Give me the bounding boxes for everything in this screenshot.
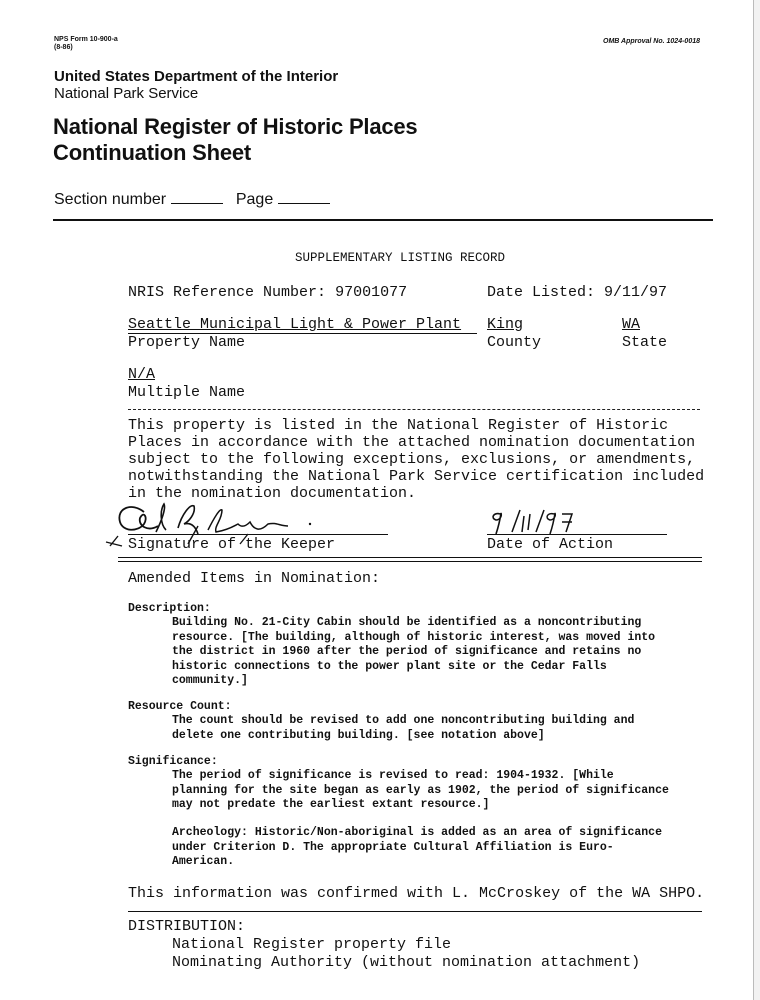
date-listed-value: 9/11/97 (604, 284, 668, 301)
significance-text (172, 769, 717, 813)
nris-value: 97001077 (335, 284, 408, 301)
resource-count-line: The count should be revised to add one noncontributing building and (172, 714, 635, 727)
multiple-name-label: Multiple Name (128, 384, 246, 401)
dashed-divider (128, 409, 700, 410)
significance-label: Significance: (128, 755, 218, 768)
property-name-value: Seattle Municipal Light & Power Plant (128, 316, 462, 333)
resource-count-label: Resource Count: (128, 700, 232, 713)
section-number-label: Section number (54, 191, 167, 208)
distribution-divider (128, 911, 702, 912)
statement-line: in the nomination documentation. (128, 485, 417, 502)
page-number-field (278, 191, 330, 204)
double-divider (118, 557, 702, 562)
page-label: Page (235, 191, 274, 208)
amendments-heading: Amended Items in Nomination: (128, 570, 381, 587)
form-number (54, 36, 118, 52)
significance-line: planning for the site began as early as 1902, the period of significance (172, 783, 669, 797)
multiple-name-value: N/A (128, 366, 156, 383)
document-title: National Register of Historic Places (53, 114, 418, 139)
nris-label: NRIS Reference Number: (128, 284, 327, 301)
date-of-action-label: Date of Action (487, 536, 614, 553)
description-line: community.] (172, 674, 248, 687)
date-of-action-line (487, 534, 667, 535)
department-name: United States Department of the Interior (54, 68, 339, 85)
distribution-item: Nominating Authority (without nomination attachment) (172, 954, 641, 971)
significance-line: may not predate the earliest extant resource.] (172, 798, 490, 811)
section-number-field (171, 191, 223, 204)
date-listed-label: Date Listed: (487, 284, 596, 301)
document-subtitle: Continuation Sheet (53, 140, 252, 165)
signature-line (128, 534, 388, 535)
description-text (172, 616, 717, 689)
listing-statement (128, 417, 718, 502)
agency-name: National Park Service (54, 85, 199, 102)
statement-line: notwithstanding the National Park Service certification included (128, 468, 705, 485)
form-number-line2: (8-86) (54, 44, 73, 51)
county-label: County (487, 334, 542, 351)
date-of-action-handwritten-icon (486, 506, 576, 536)
archeology-line: under Criterion D. The appropriate Cultural Affiliation is Euro- (172, 840, 614, 854)
record-heading: SUPPLEMENTARY LISTING RECORD (295, 251, 506, 265)
confirmation-statement: This information was confirmed with L. McCroskey of the WA SHPO. (128, 885, 705, 902)
statement-line: Places in accordance with the attached nomination documentation (128, 434, 696, 451)
description-label: Description: (128, 602, 211, 615)
county-value: King (487, 316, 524, 333)
property-name-label: Property Name (128, 334, 246, 351)
description-line: the district in 1960 after the period of significance and retains no (172, 645, 642, 658)
omb-approval: OMB Approval No. 1024-0018 (603, 38, 700, 45)
resource-count-line: delete one contributing building. [see notation above] (172, 728, 545, 742)
header-rule (53, 219, 713, 221)
significance-line: The period of significance is revised to read: 1904-1932. [While (172, 769, 614, 782)
state-label: State (622, 334, 668, 351)
page-edge (753, 0, 760, 1000)
nris-reference (128, 284, 407, 301)
description-line: Building No. 21-City Cabin should be identified as a noncontributing (172, 616, 642, 629)
date-listed (487, 284, 667, 301)
archeology-text (172, 826, 717, 870)
signature-label: Signature of the Keeper (128, 536, 336, 553)
archeology-line: American. (172, 855, 235, 868)
archeology-line: Archeology: Historic/Non-aboriginal is added as an area of significance (172, 826, 662, 839)
section-page-row (54, 190, 330, 210)
description-line: historic connections to the power plant site or the Cedar Falls (172, 659, 607, 673)
statement-line: subject to the following exceptions, exclusions, or amendments, (128, 451, 696, 468)
state-value: WA (622, 316, 641, 333)
distribution-item: National Register property file (172, 936, 452, 953)
resource-count-text (172, 714, 717, 743)
description-line: resource. [The building, although of historic interest, was moved into (172, 630, 656, 644)
form-number-line1: NPS Form 10-900-a (54, 36, 118, 43)
statement-line: This property is listed in the National Register of Historic (128, 417, 669, 434)
distribution-heading: DISTRIBUTION: (128, 918, 246, 935)
